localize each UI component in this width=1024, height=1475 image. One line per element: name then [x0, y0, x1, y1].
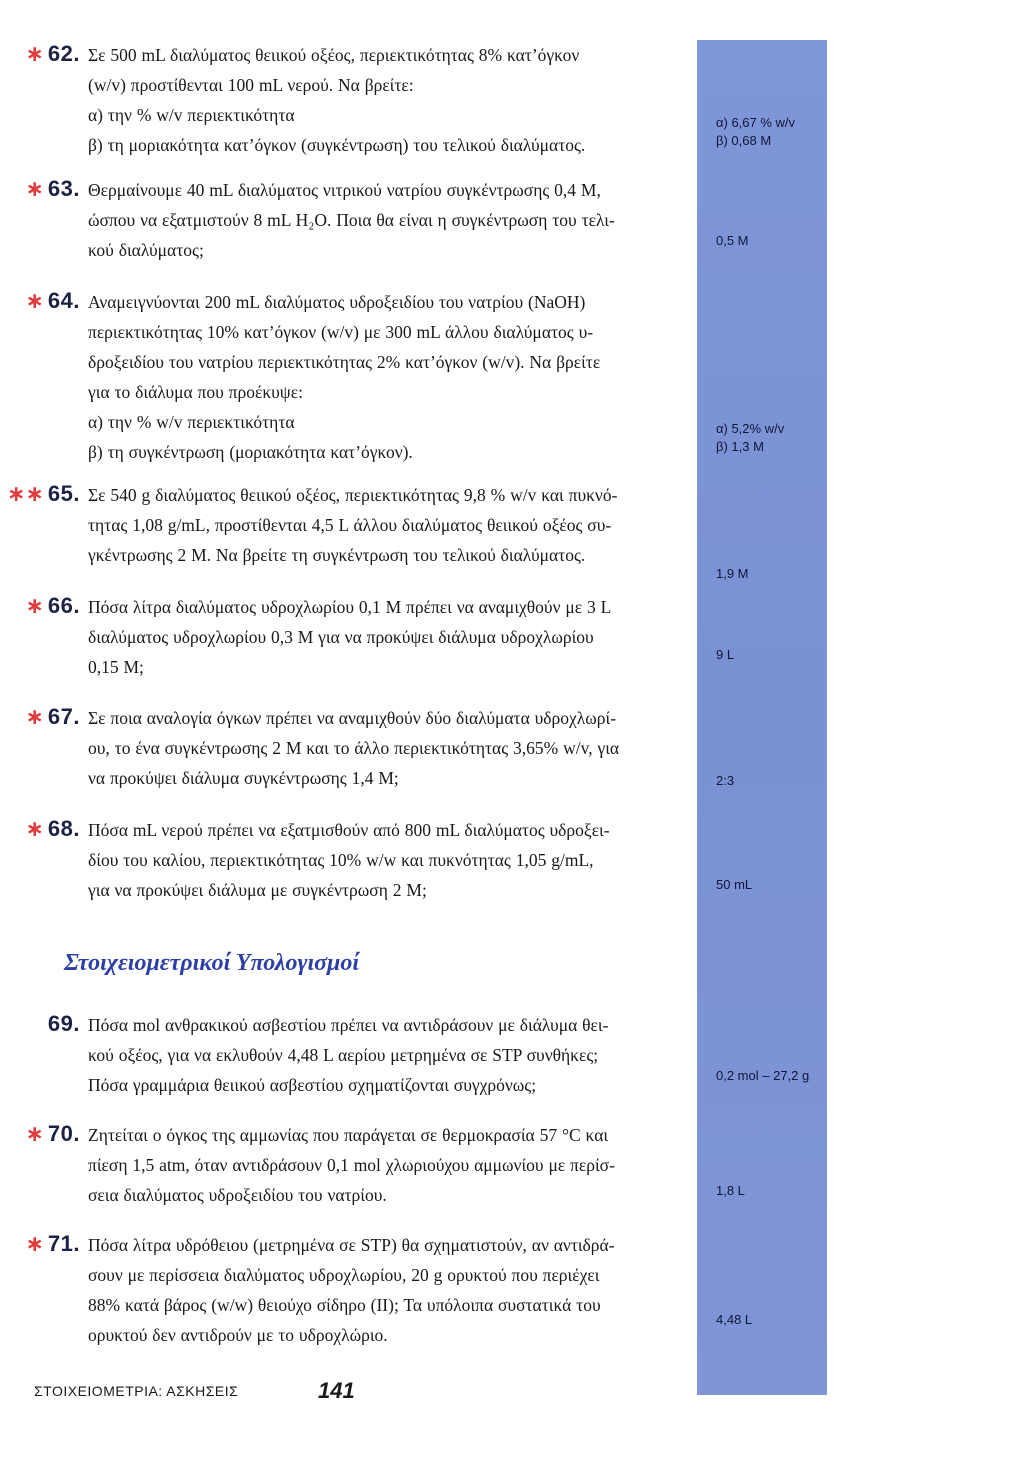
problem-68 [8, 815, 688, 905]
answer-69: 0,2 mol – 27,2 g [716, 1068, 810, 1083]
problem-text: Θερμαίνουμε 40 mL διαλύματος νιτρικού νατρίου συγκέντρωσης 0,4 M, ώσπου να εξατμιστούν 8 mL H₂O. Ποια θα είναι η συγκέντρωση του τελι- κού διαλύματος; [88, 180, 615, 260]
problem-text: Πόσα mol ανθρακικού ασβεστίου πρέπει να αντιδράσουν με διάλυμα θει- κού οξέος, για να εκλυθούν 4,48 L αερίου μετρημένα σε STP συνθήκες; Πόσα γραμμάρια θειικού ασβεστίου σχηματίζονται συγχρόνως; [88, 1015, 609, 1095]
difficulty-star-icon: ∗ [25, 1231, 44, 1256]
problem-62 [8, 40, 688, 160]
problem-text: Σε 500 mL διαλύματος θειικού οξέος, περιεκτικότητας 8% κατ’όγκον (w/v) προστίθενται 100 mL νερού. Να βρείτε: α) την % w/v περιεκτικότητα β) τη μοριακότητα κατ’όγκον (συγκέντρωση) του τελικού διαλύματος. [88, 45, 586, 155]
problem-text: Πόσα λίτρα υδρόθειου (μετρημένα σε STP) θα σχηματιστούν, αν αντιδρά- σουν με περίσσεια διαλύματος υδροχλωρίου, 20 g ορυκτού που περιέχει 88% κατά βάρος (w/w) θειούχο σίδηρο (II); Τα υπόλοιπα συστατικά του ορυκτού δεν αντιδρούν με το υδροχλώριο. [88, 1235, 615, 1345]
problem-text: Πόσα mL νερού πρέπει να εξατμισθούν από 800 mL διαλύματος υδροξει- δίου του καλίου, περιεκτικότητας 10% w/w και πυκνότητας 1,05 g/mL, για να προκύψει διάλυμα με συγκέντρωση 2 M; [88, 820, 610, 900]
problem-64 [8, 287, 688, 467]
problem-number: ∗ 71. [25, 1231, 80, 1256]
problem-number: ∗ 63. [25, 176, 80, 201]
page-number: 141 [318, 1378, 355, 1403]
footer-section-label: ΣΤΟΙΧΕΙΟΜΕΤΡΙΑ: ΑΣΚΗΣΕΙΣ [34, 1383, 239, 1399]
answer-70: 1,8 L [716, 1183, 745, 1198]
problem-text: Σε 540 g διαλύματος θειικού οξέος, περιεκτικότητας 9,8 % w/v και πυκνό- τητας 1,08 g/mL, προστίθενται 4,5 L άλλου διαλύματος θειικού οξέος συ- γκέντρωσης 2 M. Να βρείτε τη συγκέντρωση του τελικού διαλύματος. [88, 485, 618, 565]
problem-number: ∗ 70. [25, 1121, 80, 1146]
problem-70 [8, 1120, 688, 1210]
answer-62: α) 6,67 % w/v β) 0,68 M [716, 115, 796, 148]
problem-65 [8, 480, 688, 570]
problem-text: Ζητείται ο όγκος της αμμωνίας που παράγεται σε θερμοκρασία 57 °C και πίεση 1,5 atm, όταν αντιδράσουν 0,1 mol χλωριούχου αμμωνίου με περίσ- σεια διαλύματος υδροξειδίου του νατρίου. [88, 1125, 615, 1205]
answer-68: 50 mL [716, 877, 753, 892]
answer-67: 2:3 [716, 773, 735, 788]
difficulty-star-icon: ∗ [25, 288, 44, 313]
answer-64: α) 5,2% w/v β) 1,3 M [716, 421, 785, 454]
problem-text: Αναμειγνύονται 200 mL διαλύματος υδροξειδίου του νατρίου (NaOH) περιεκτικότητας 10% κατ’όγκον (w/v) με 300 mL άλλου διαλύματος υ- δροξειδίου του νατρίου περιεκτικότητας 2% κατ’όγκον (w/v). Να βρείτε για το διάλυμα που προέκυψε: α) την % w/v περιεκτικότητα β) τη συγκέντρωση (μοριακότητα κατ’όγκον). [88, 292, 601, 462]
problem-69 [8, 1010, 688, 1100]
problem-number: ∗ 67. [25, 704, 80, 729]
answer-65: 1,9 M [716, 566, 749, 581]
problem-number: ∗ 68. [25, 816, 80, 841]
problem-71 [8, 1230, 688, 1350]
problem-number: ∗∗ 65. [7, 481, 80, 506]
problem-66 [8, 592, 688, 682]
problem-67 [8, 703, 688, 793]
section-title: Στοιχειομετρικοί Υπολογισμοί [64, 950, 360, 976]
problem-number: ∗ 62. [25, 41, 80, 66]
problem-number: ∗ 66. [25, 593, 80, 618]
problem-number: 69. [47, 1011, 80, 1036]
difficulty-star-icon: ∗∗ [7, 481, 44, 506]
difficulty-star-icon: ∗ [25, 176, 44, 201]
answer-71: 4,48 L [716, 1312, 753, 1327]
difficulty-star-icon: ∗ [25, 1121, 44, 1146]
difficulty-star-icon: ∗ [25, 704, 44, 729]
difficulty-star-icon: ∗ [25, 816, 44, 841]
problem-number: ∗ 64. [25, 288, 80, 313]
problem-text: Πόσα λίτρα διαλύματος υδροχλωρίου 0,1 M πρέπει να αναμιχθούν με 3 L διαλύματος υδροχλωρίου 0,3 M για να προκύψει διάλυμα υδροχλωρίου 0,15 M; [88, 597, 612, 677]
answer-66: 9 L [716, 647, 735, 662]
problem-63 [8, 175, 688, 265]
answer-63: 0,5 M [716, 233, 749, 248]
difficulty-star-icon: ∗ [25, 41, 44, 66]
problem-text: Σε ποια αναλογία όγκων πρέπει να αναμιχθούν δύο διαλύματα υδροχλωρί- ου, το ένα συγκέντρωσης 2 M και το άλλο περιεκτικότητας 3,65% w/v, για να προκύψει διάλυμα συγκέντρωσης 1,4 M; [88, 708, 620, 788]
difficulty-star-icon: ∗ [25, 593, 44, 618]
